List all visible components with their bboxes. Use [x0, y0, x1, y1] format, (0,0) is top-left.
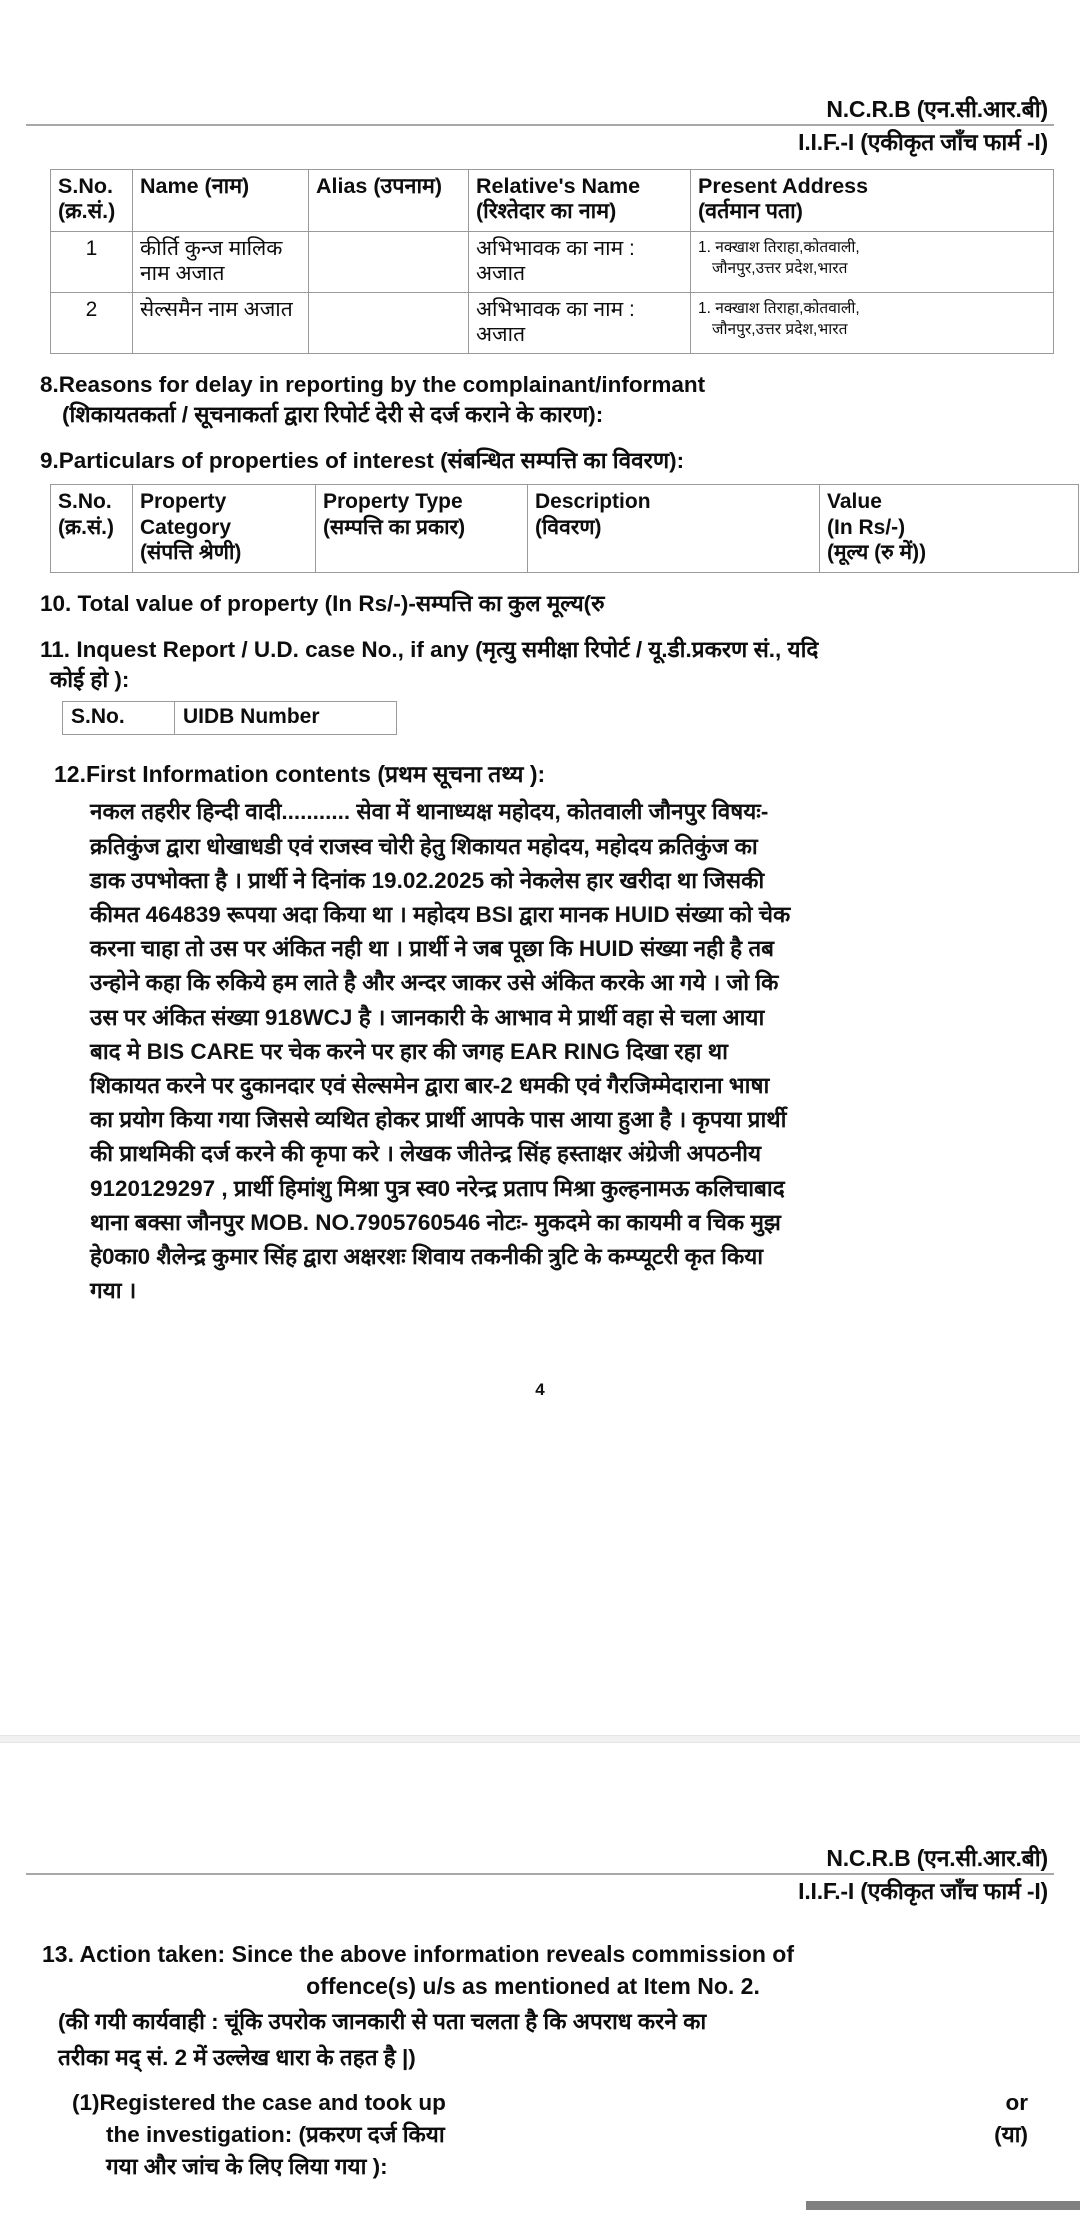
header-iif-form: I.I.F.-I (एकीकृत जाँच फार्म -I): [798, 129, 1048, 156]
cell-name: कीर्ति कुन्ज मालिक नाम अजात: [133, 231, 309, 292]
fic-line: हे0का0 शैलेन्द्र कुमार सिंह द्वारा अक्षरशः शिवाय तकनीकी त्रुटि के कम्प्यूटरी कृत किया: [90, 1243, 764, 1269]
address-line-1: 1. नक्खाश तिराहा,कोतवाली,: [698, 299, 860, 317]
col-property-l1: Property: [140, 490, 227, 514]
sub-1-text1: Registered the case and took up: [99, 2090, 446, 2116]
sub-1-line1: [72, 2087, 986, 2119]
item-9: [26, 446, 1054, 476]
col-sno-en: S.No.: [58, 173, 113, 198]
col-address-en: Present Address: [698, 173, 869, 198]
col-relative-en: Relative's Name: [476, 173, 641, 198]
col-property-description: [528, 485, 820, 573]
cell-name: सेल्समैन नाम अजात: [133, 292, 309, 353]
col-value-l2: (In Rs/-): [827, 515, 906, 539]
item-12-title: First Information contents (प्रथम सूचना तथ्य ):: [85, 761, 546, 788]
item-13-number: 13.: [42, 1940, 74, 1967]
sub-1-or: or: [1005, 2090, 1028, 2116]
col-relative-hi: (रिश्तेदार का नाम): [476, 199, 617, 224]
cell-relative-name: अभिभावक का नाम : अजात: [469, 292, 691, 353]
col-sno-hi: (क्र.सं.): [58, 199, 116, 224]
item-11: [26, 635, 1054, 695]
col-description-en: Description: [535, 490, 651, 514]
item-8: [26, 370, 1054, 430]
fic-line: शिकायत करने पर दुकानदार एवं सेल्समेन द्वारा बार-2 धमकी एवं गैरजिम्मेदाराना भाषा: [90, 1072, 770, 1098]
sub-1-row-3: [72, 2151, 1028, 2183]
fic-line: नकल तहरीर हिन्दी वादी........... सेवा में थानाध्यक्ष महोदय, कोतवाली जौनपुर विषयः-: [90, 799, 769, 825]
fic-line: का प्रयोग किया गया जिससे व्यथित होकर प्रार्थी आपके पास आया हुआ है । कृपया प्रार्थी: [90, 1107, 787, 1133]
item-11-title-line2: कोई हो ):: [50, 666, 130, 692]
table-header-row: [51, 485, 1079, 573]
page-separator: [0, 1735, 1080, 1743]
sub-1-line3: गया और जांच के लिए लिया गया ):: [106, 2154, 388, 2180]
fic-line: उस पर अंकित संख्या 918WCJ है । जानकारी के आभाव मे प्रार्थी वहा से चला आया: [90, 1004, 765, 1030]
col-value-l3: (मूल्य (रु में)): [827, 541, 927, 565]
sub-1-row-2: [72, 2119, 1028, 2151]
col-description-hi: (विवरण): [535, 515, 602, 539]
fic-line: कीमत 464839 रूपया अदा किया था । महोदय BSI द्वारा मानक HUID संख्या को चेक: [90, 902, 791, 928]
item-13-title-line1: Action taken: Since the above information reveals commission of: [79, 1940, 794, 1967]
fic-line: 9120129297 , प्रार्थी हिमांशु मिश्रा पुत्र स्व0 नरेन्द्र प्रताप मिश्रा कुल्हनामऊ कलिचाबाद: [90, 1175, 785, 1201]
page-header: [26, 96, 1054, 156]
address-line-2: जौनपुर,उत्तर प्रदेश,भारत: [712, 320, 848, 338]
col-property-value: [820, 485, 1079, 573]
item-9-title: Particulars of properties of interest (संबन्धित सम्पत्ति का विवरण):: [58, 448, 685, 474]
item-13-sub-1: [26, 2087, 1054, 2183]
item-11-number: 11.: [40, 636, 71, 662]
cell-relative-name: अभिभावक का नाम : अजात: [469, 231, 691, 292]
col-address-hi: (वर्तमान पता): [698, 199, 803, 224]
fic-line: गया ।: [90, 1278, 137, 1304]
header-divider: [26, 124, 1054, 126]
document-page-2: [0, 1743, 1080, 2213]
fic-line: बाद मे BIS CARE पर चेक करने पर हार की जगह EAR RING दिखा रहा था: [90, 1038, 728, 1064]
fic-line: क्रतिकुंज द्वारा धोखाधडी एवं राजस्व चोरी हेतु शिकायत महोदय, महोदय क्रतिकुंज का: [90, 833, 758, 859]
address-line-1: 1. नक्खाश तिराहा,कोतवाली,: [698, 238, 860, 256]
header-ncrb-title: N.C.R.B (एन.सी.आर.बी): [826, 1845, 1048, 1871]
col-property-type: [316, 485, 528, 573]
col-property-sno-hi: (क्र.सं.): [58, 515, 114, 539]
col-uidb-number: UIDB Number: [175, 701, 397, 735]
item-8-number: 8.: [40, 372, 59, 398]
col-relative-name: [469, 169, 691, 231]
col-present-address: [691, 169, 1054, 231]
col-property-l2: Category: [140, 515, 232, 539]
header-divider: [26, 1873, 1054, 1875]
sub-1-line2: the investigation: (प्रकरण दर्ज किया: [106, 2122, 445, 2148]
item-12-heading: [26, 757, 1054, 789]
cell-sno: 2: [51, 292, 133, 353]
col-value-l1: Value: [827, 490, 882, 514]
col-property-type-en: Property Type: [323, 490, 463, 514]
table-row: [51, 231, 1054, 292]
cell-alias: [309, 231, 469, 292]
item-13: [26, 1939, 1054, 2073]
col-name: Name (नाम): [133, 169, 309, 231]
item-11-title: Inquest Report / U.D. case No., if any (मृत्यु समीक्षा रिपोर्ट / यू.डी.प्रकरण सं., यदि: [76, 636, 819, 662]
fic-line: थाना बक्सा जौनपुर MOB. NO.7905760546 नोटः- मुकदमे का कायमी व चिक मुझ: [90, 1209, 781, 1235]
item-10-title: Total value of property (In Rs/-)-सम्पत्ति का कुल मूल्य(रु: [77, 590, 605, 616]
sub-1-or-hindi: (या): [994, 2122, 1028, 2148]
item-8-title: Reasons for delay in reporting by the complainant/informant: [58, 372, 706, 398]
cell-present-address: [691, 292, 1054, 353]
bottom-table-edge: [806, 2201, 1080, 2210]
col-property-sno: [51, 485, 133, 573]
fic-line: करना चाहा तो उस पर अंकित नही था । प्रार्थी ने जब पूछा कि HUID संख्या नही है तब: [90, 936, 774, 962]
item-13-title-hindi-line1: (की गयी कार्यवाही : चूंकि उपरोक जानकारी से पता चलता है कि अपराध करने का: [58, 2009, 707, 2035]
uidb-table: [62, 701, 397, 736]
cell-present-address: [691, 231, 1054, 292]
item-12-number: 12.: [54, 761, 86, 788]
item-8-title-hindi: (शिकायतकर्ता / सूचनाकर्ता द्वारा रिपोर्ट देरी से दर्ज कराने के कारण):: [62, 402, 604, 428]
sub-1-label: (1): [72, 2090, 100, 2116]
col-property-sno-en: S.No.: [58, 490, 112, 514]
header-ncrb-title: N.C.R.B (एन.सी.आर.बी): [826, 96, 1048, 122]
cell-sno: 1: [51, 231, 133, 292]
cell-alias: [309, 292, 469, 353]
fic-line: की प्राथमिकी दर्ज करने की कृपा करे । लेखक जीतेन्द्र सिंह हस्ताक्षर अंग्रेजी अपठनीय: [90, 1141, 762, 1167]
sub-1-row-1: [72, 2087, 1028, 2119]
header-iif-form: I.I.F.-I (एकीकृत जाँच फार्म -I): [798, 1878, 1048, 1905]
fic-line: उन्होने कहा कि रुकिये हम लाते है और अन्दर जाकर उसे अंकित करके आ गये । जो कि: [90, 970, 779, 996]
col-property-l3: (संपत्ति श्रेणी): [140, 541, 242, 565]
property-table: [50, 484, 1079, 573]
col-uidb-sno: S.No.: [63, 701, 175, 735]
address-line-2: जौनपुर,उत्तर प्रदेश,भारत: [712, 259, 848, 277]
col-property-category: [133, 485, 316, 573]
table-row: [51, 292, 1054, 353]
item-10: [26, 589, 1054, 619]
item-9-number: 9.: [40, 448, 59, 474]
page-header: [26, 1845, 1054, 1905]
item-12-body: [26, 795, 1054, 1308]
col-property-type-hi: (सम्पत्ति का प्रकार): [323, 515, 466, 539]
item-10-number: 10.: [40, 590, 72, 616]
col-sno: [51, 169, 133, 231]
item-13-title-hindi-line2: तरीका मद् सं. 2 में उल्लेख धारा के तहत है |): [58, 2044, 416, 2070]
fic-line: डाक उपभोक्ता है । प्रार्थी ने दिनांक 19.02.2025 को नेकलेस हार खरीदा था जिसकी: [90, 867, 765, 893]
table-header-row: [51, 169, 1054, 231]
col-alias: Alias (उपनाम): [309, 169, 469, 231]
item-13-title-line2: offence(s) u/s as mentioned at Item No. 2.: [306, 1972, 760, 1999]
table-header-row: [63, 701, 397, 735]
page-number: 4: [535, 1380, 545, 1400]
persons-table: [50, 169, 1054, 354]
